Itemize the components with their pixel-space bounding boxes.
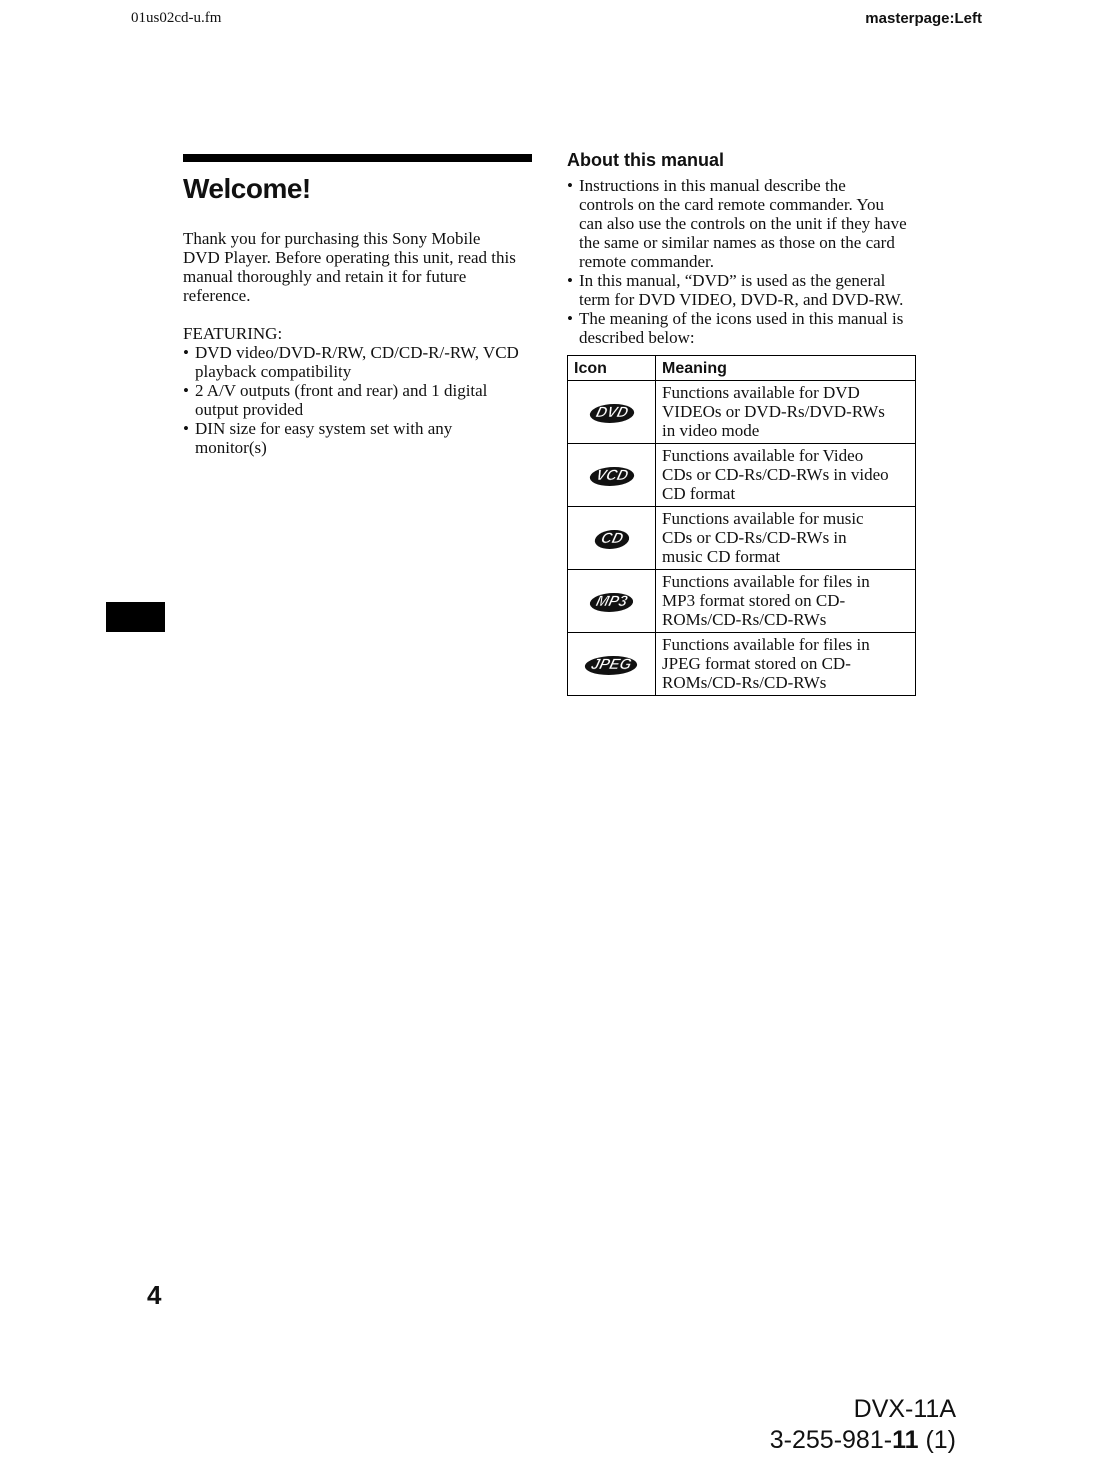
icon-table [567, 355, 916, 696]
intro-line: reference. [183, 286, 251, 305]
table-row [568, 444, 916, 507]
list-item: • 2 A/V outputs (front and rear) and 1 digital output provided [183, 381, 488, 419]
list-item: • The meaning of the icons used in this manual is described below: [567, 309, 904, 347]
column-header-icon: Icon [568, 356, 656, 381]
header-file-name: 01us02cd-u.fm [131, 10, 222, 26]
list-item: • In this manual, “DVD” is used as the general term for DVD VIDEO, DVD-R, and DVD-RW. [567, 271, 904, 309]
part-number: 3-255-981-11 (1) [769, 1426, 956, 1454]
intro-paragraph [183, 229, 532, 305]
table-row [568, 381, 916, 444]
list-item: • Instructions in this manual describe the controls on the card remote commander. You can also use the controls on the unit if they have the same or similar names as those on the card remote commander. [567, 176, 907, 271]
list-item: • DVD video/DVD-R/RW, CD/CD-R/-RW, VCD playback compatibility [183, 343, 519, 381]
table-row [568, 507, 916, 570]
intro-line: Thank you for purchasing this Sony Mobile [183, 229, 481, 248]
page-number: 4 [147, 1280, 162, 1310]
meaning-cell: Functions available for Video CDs or CD-Rs/CD-RWs in video CD format [656, 444, 916, 507]
section-rule [183, 154, 532, 162]
intro-line: DVD Player. Before operating this unit, read this [183, 248, 516, 267]
table-row [568, 633, 916, 696]
welcome-title: Welcome! [183, 173, 311, 204]
features-list [183, 343, 532, 457]
column-header-meaning: Meaning [656, 356, 916, 381]
model-info [770, 1394, 956, 1456]
table-header-row [568, 356, 916, 381]
header-masterpage: masterpage:Left [865, 10, 982, 27]
meaning-cell: Functions available for DVD VIDEOs or DVD-Rs/DVD-RWs in video mode [656, 381, 916, 444]
list-item: • DIN size for easy system set with any monitor(s) [183, 419, 453, 457]
meaning-cell: Functions available for music CDs or CD-Rs/CD-RWs in music CD format [656, 507, 916, 570]
mp3-icon: MP3 [588, 593, 636, 612]
about-list [567, 176, 916, 347]
welcome-section [183, 154, 532, 457]
cd-icon: CD [592, 530, 630, 549]
featuring-title: FEATURING: [183, 324, 283, 343]
jpeg-icon: JPEG [583, 656, 640, 675]
section-tab-marker [106, 602, 165, 632]
meaning-cell: Functions available for files in MP3 format stored on CD- ROMs/CD-Rs/CD-RWs [656, 570, 916, 633]
vcd-icon: VCD [587, 467, 635, 486]
dvd-icon: DVD [587, 404, 635, 423]
about-section [567, 148, 916, 696]
about-title: About this manual [567, 150, 724, 170]
model-name: DVX-11A [853, 1395, 956, 1423]
intro-line: manual thoroughly and retain it for future [183, 267, 467, 286]
table-row [568, 570, 916, 633]
meaning-cell: Functions available for files in JPEG format stored on CD- ROMs/CD-Rs/CD-RWs [656, 633, 916, 696]
